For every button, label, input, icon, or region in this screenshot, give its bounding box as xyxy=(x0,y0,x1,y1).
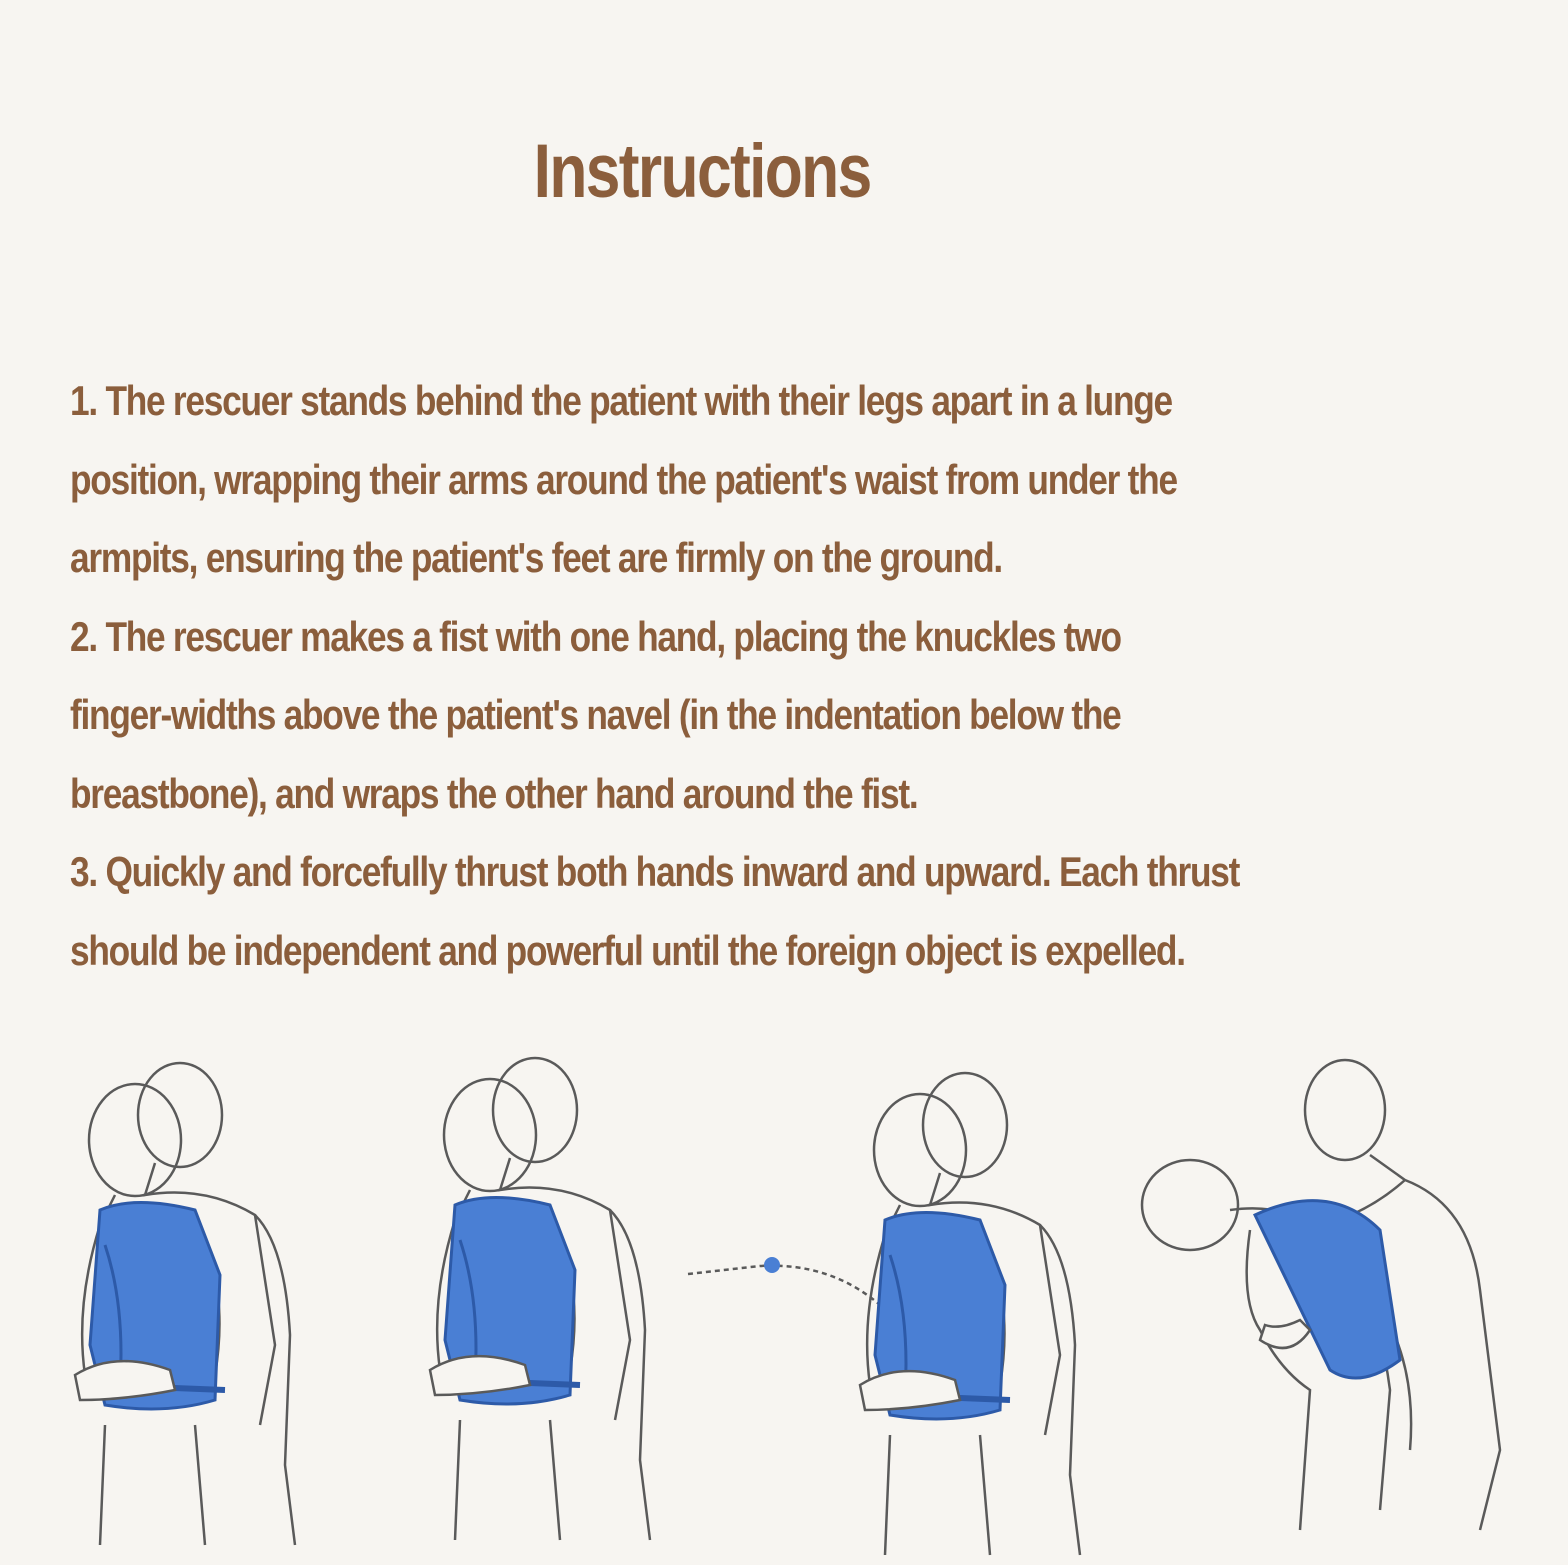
figure-step-3 xyxy=(860,1073,1080,1555)
page-title: Instructions xyxy=(533,129,871,214)
expelled-object-trajectory xyxy=(688,1257,880,1305)
instruction-line: should be independent and powerful until the foreign object is expelled. xyxy=(70,926,1185,974)
instruction-line: 3. Quickly and forcefully thrust both hands inward and upward. Each thrust xyxy=(70,848,1240,895)
instruction-line: breastbone), and wraps the other hand around the fist. xyxy=(70,769,918,817)
illustration-strip xyxy=(0,1030,1568,1565)
instruction-line: 2. The rescuer makes a fist with one hand, placing the knuckles two xyxy=(70,612,1121,660)
instruction-line: finger-widths above the patient's navel (in the indentation below the xyxy=(70,691,1121,738)
instructions-text xyxy=(70,362,1313,990)
instruction-line: armpits, ensuring the patient's feet are firmly on the ground. xyxy=(70,534,1002,581)
instruction-line: position, wrapping their arms around the patient's waist from under the xyxy=(70,455,1177,503)
figure-step-1 xyxy=(75,1063,295,1545)
figure-step-2 xyxy=(430,1058,650,1540)
instruction-line: 1. The rescuer stands behind the patient with their legs apart in a lunge xyxy=(70,377,1172,424)
figure-step-4 xyxy=(1142,1060,1500,1530)
